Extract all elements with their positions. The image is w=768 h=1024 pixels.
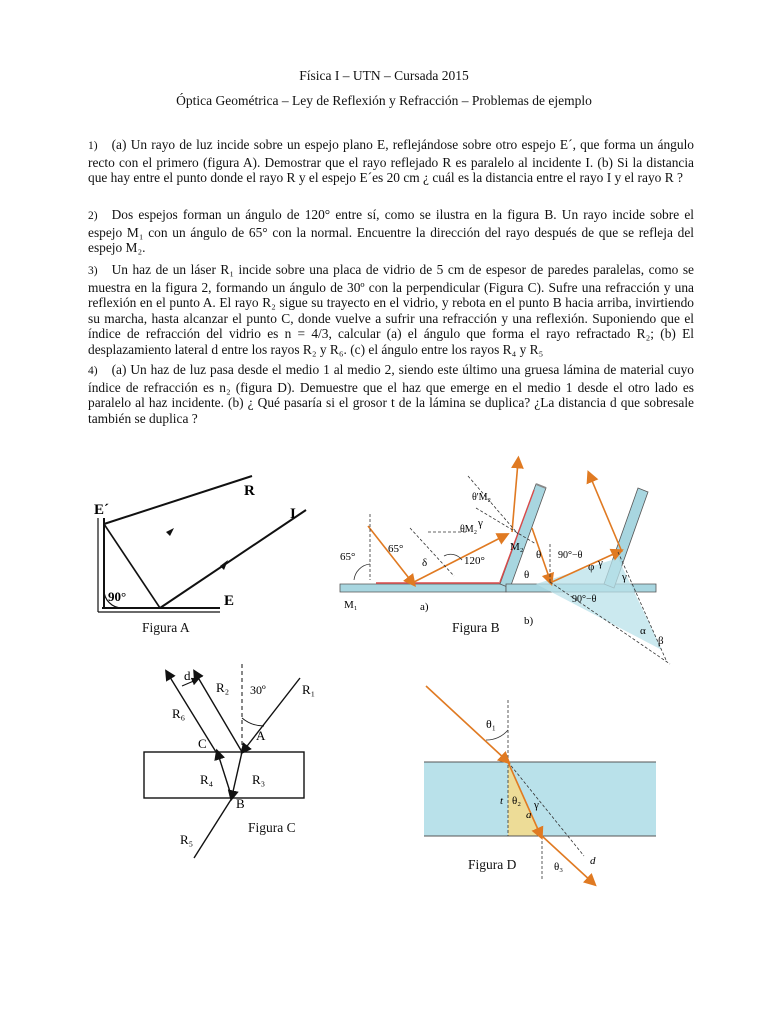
problem-text: (a) Un haz de luz pasa desde el medio 1 al medio 2, siendo este último una gruesa lámina de material cuyo índice de refracción es n₂ (figura D). Demuestre que el haz que emerge en el medio 1 desde el otro lado es paralelo al haz incidente. (b) ¿ Qué pasaría si el grosor t de la lámina se duplica? ¿La distancia d que sobresale también se duplica ? — [88, 362, 694, 426]
label-r4: R₄ — [200, 772, 214, 787]
page-subtitle: Óptica Geométrica – Ley de Reflexión y Refracción – Problemas de ejemplo — [176, 93, 592, 108]
problem-text: Dos espejos forman un ángulo de 120° entre sí, como se ilustra en la figura B. Un rayo incide sobre el espejo M₁ con un ángulo de 65° con la normal. Encuentre la dirección del rayo después de que se refleja del espejo M₂. — [88, 207, 694, 256]
problem-number: 2) — [88, 210, 98, 222]
label-m2: M₂ — [510, 541, 524, 553]
label-e-prime: E´ — [94, 502, 109, 518]
figure-b-diagram — [336, 448, 688, 670]
label-sub-b: b) — [524, 615, 534, 627]
label-30: 30º — [250, 683, 266, 697]
label-120: 120° — [464, 555, 485, 567]
label-theta-m2-prime: θ'M₂ — [472, 492, 491, 503]
label-b-theta-1: θ — [536, 549, 542, 561]
label-r: R — [244, 483, 255, 499]
label-r3: R₃ — [252, 772, 266, 787]
label-gamma: γ — [534, 799, 539, 811]
label-theta2: θ₂ — [512, 795, 522, 807]
label-d: d — [590, 855, 596, 867]
problem-number: 3) — [88, 265, 98, 277]
problem-4 — [88, 362, 694, 426]
caption-figura-b: Figura B — [452, 620, 500, 635]
problem-text: (a) Un rayo de luz incide sobre un espejo plano E, reflejándose sobre otro espejo E´, que forma un ángulo recto con el primero (figura A). Demostrar que el rayo reflejado R es paralelo al incidente I. (b) Si la distancia que hay entre el punto donde el rayo R y el espejo E´es 20 cm ¿ cuál es la distancia entre el rayo I y el rayo R ? — [88, 137, 694, 186]
problem-text: Un haz de un láser R₁ incide sobre una placa de vidrio de 5 cm de espesor de paredes paralelas, como se muestra en la figura 2, formando un ángulo de 30º con la perpendicular (Figura C). Sufre una refracción y una reflexión en el punto A. El rayo R₂ sigue su trayecto en el vidrio, y rebota en el punto B hacia arriba, invirtiendo su marcha, hasta alcanzar el punto C, donde vuelve a sufrir una refracción y una reflexión. Suponiendo que el índice de refracción del vidrio es n = 4/3, calcular (a) el ángulo que forma el rayo refractado R₂; (b) El desplazamiento lateral d entre los rayos R₂ y R₆. (c) el ángulo entre los rayos R₄ y R₅ — [88, 262, 694, 357]
ray-r5 — [194, 798, 232, 858]
mirror-m1 — [340, 584, 506, 592]
ray-r-top — [104, 476, 252, 524]
label-m1: M₁ — [344, 599, 358, 611]
label-r2: R₂ — [216, 680, 230, 695]
label-theta-m2: θM₂ — [460, 524, 478, 535]
label-r6: R₆ — [172, 706, 186, 721]
label-b-90-theta-1: 90°−θ — [558, 550, 583, 561]
label-gamma: γ — [478, 517, 483, 529]
label-b-theta-2: θ — [524, 569, 530, 581]
caption-figura-d: Figura D — [468, 857, 517, 872]
label-delta: δ — [422, 557, 428, 569]
label-a: a — [526, 809, 532, 821]
figure-a-diagram — [92, 462, 322, 622]
label-e: E — [224, 593, 235, 609]
label-65-right: 65° — [388, 543, 404, 555]
label-t: t — [500, 795, 504, 807]
label-b-90-theta-2: 90°−θ — [572, 594, 597, 605]
label-b-gamma-1: γ — [598, 557, 603, 569]
caption-figura-c: Figura C — [248, 820, 296, 835]
caption-figura-a: Figura A — [142, 620, 190, 635]
label-r5: R₅ — [180, 832, 194, 847]
problem-number: 4) — [88, 365, 98, 377]
label-beta: β — [658, 635, 664, 647]
problem-3 — [88, 262, 694, 358]
label-b-gamma-2: γ — [622, 571, 627, 583]
problem-2 — [88, 207, 694, 256]
figure-d-diagram — [420, 680, 660, 890]
mirror-m2 — [500, 484, 546, 588]
label-90: 90° — [108, 589, 127, 604]
thick-slab — [424, 762, 656, 836]
label-alpha: α — [640, 625, 646, 637]
label-b: B — [236, 796, 245, 811]
label-d: d — [184, 668, 191, 683]
label-sub-a: a) — [420, 601, 429, 613]
label-a: A — [256, 728, 266, 743]
problem-number: 1) — [88, 140, 98, 152]
label-phi: φ — [588, 561, 595, 573]
problem-1 — [88, 137, 694, 186]
label-theta3: θ₃ — [554, 861, 564, 873]
label-i: I — [290, 506, 296, 522]
label-theta1: θ₁ — [486, 717, 496, 731]
ray-emergent — [542, 836, 592, 882]
label-65-left: 65° — [340, 551, 356, 563]
label-c: C — [198, 736, 207, 751]
page-title: Física I – UTN – Cursada 2015 — [299, 68, 469, 83]
label-r1: R₁ — [302, 682, 316, 697]
figure-c-diagram — [138, 660, 348, 860]
